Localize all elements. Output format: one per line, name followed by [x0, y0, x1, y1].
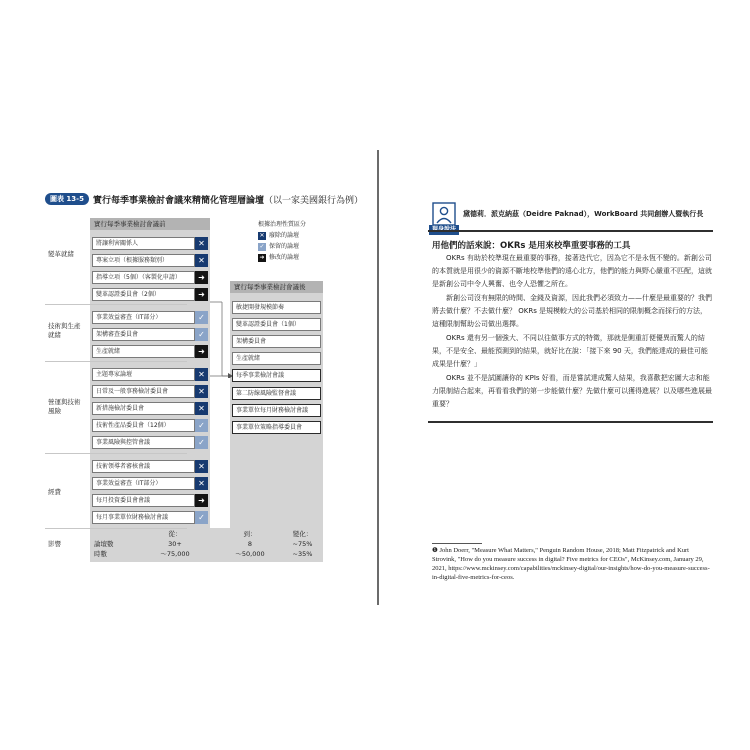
x-icon: ✕ [195, 460, 208, 473]
after-forum-item: 事業單位策略指導委員會 [232, 421, 321, 434]
x-icon: ✕ [195, 385, 208, 398]
after-forum-item: 每季事業檢討會議 [232, 369, 321, 382]
arrow-right-icon: ➜ [195, 271, 208, 284]
arrow-right-icon: ➜ [195, 494, 208, 507]
before-forum-item: 架構審查委員會 [92, 328, 195, 341]
before-forum-item: 技術領導者審核會議 [92, 460, 195, 473]
after-forum-item: 敏捷開發規模節奏 [232, 301, 321, 314]
x-icon: ✕ [195, 477, 208, 490]
arrow-right-icon: ➜ [195, 345, 208, 358]
category-divider [45, 304, 187, 305]
x-icon: ✕ [259, 231, 265, 239]
after-forum-item: 第二防線風險監督會議 [232, 387, 321, 400]
impact-label: 影響 [48, 540, 61, 548]
footnote-rule [432, 543, 482, 544]
figure-title: 實行每季事業檢討會議來精簡化管理層論壇（以一家美國銀行為例） [92, 195, 363, 206]
before-forum-item: 新措施檢討委員會 [92, 402, 195, 415]
legend [258, 219, 306, 263]
bottom-rule [428, 421, 713, 423]
category-divider [45, 361, 187, 362]
before-forum-item: 技術性產品委員會（12個） [92, 419, 195, 432]
check-icon: ✓ [195, 511, 208, 524]
before-header: 實行每季事業檢討會議前 [90, 218, 210, 230]
after-header: 實行每季事業檢討會議後 [230, 281, 323, 293]
impact-row-forums-from: 30+ [168, 540, 182, 548]
before-forum-item: 將讓利害關係人 [92, 237, 195, 250]
paragraph-3: OKRs 還有另一個強大、不同以往做事方式的特徵，那就是側重訂便優異而驚人的結果，不是安全、最能預測到的結果，就好比在說：「接下來 90 天，我們能達成的最佳可能成果是什麼？」 [432, 334, 708, 368]
before-forum-item: 日常及一般事務檢討委員會 [92, 385, 195, 398]
x-icon: ✕ [195, 402, 208, 415]
check-icon: ✓ [195, 328, 208, 341]
check-icon: ✓ [195, 419, 208, 432]
arrow-right-icon: ➜ [259, 253, 265, 261]
x-icon: ✕ [195, 368, 208, 381]
footnote: ❶ John Doerr, "Measure What Matters," Penguin Random House, 2018; Matt Fitzpatrick and Kurt Strovink, "How do you measure success in digital? Five metrics for CEOs", McKinsey.com, January 29, 2021, https://www.mckinsey.com/capabilities/mckinsey-digital/our-insights/how-do-you-measure-success-in-digital-five-metrics-for-ceos. [432, 547, 710, 581]
person-icon [432, 202, 456, 226]
x-icon: ✕ [195, 237, 208, 250]
paragraph-4: OKRs 並不是試圖讓你的 KPIs 好看，而是嘗試達成驚人結果，我喜歡把宏圖大志和能力限制結合起來，再看看我們的第一步能做什麼？先做什麼可以獲得進展？以及哪些進展最重要？ [432, 374, 712, 408]
legend-item-kept: ✓ 保留的論壇 [259, 242, 300, 250]
impact-col-change: 變化： [292, 530, 313, 538]
after-forum-item: 變革認證委員會（1個） [232, 318, 321, 331]
impact-row-hours-to: ～50,000 [235, 550, 265, 558]
category-change-readiness: 變革就緒 [48, 250, 74, 258]
before-forum-item: 事業風險與控管會議 [92, 436, 195, 449]
before-forum-item: 變革認證委員會（2個） [92, 288, 195, 301]
arrow-right-icon: ➜ [195, 288, 208, 301]
category-divider [45, 453, 187, 454]
before-forum-item: 每月事業單位財務檢討會議 [92, 511, 195, 524]
after-forum-item: 架構委員會 [232, 335, 321, 348]
impact-row-hours-from: ～75,000 [160, 550, 190, 558]
after-forum-item: 事業單位每月財務檢討會議 [232, 404, 321, 417]
legend-title: 根據治理性質區分 [258, 221, 307, 228]
impact-row-forums-name: 論壇數 [94, 540, 114, 548]
x-icon: ✕ [195, 254, 208, 267]
figure-heading [45, 192, 363, 206]
legend-item-deleted: ✕ 廢除的論壇 [259, 231, 300, 239]
legend-item-modified: ➜ 修改的論壇 [259, 253, 300, 261]
impact-row-forums-change: ~75% [292, 540, 313, 548]
figure-tag: 圖表 13-5 [45, 193, 89, 205]
before-forum-item: 生產就緒 [92, 345, 195, 358]
before-forum-item: 每月投資委員會會議 [92, 494, 195, 507]
before-forum-item: 指導立項（5個）（客製化申請） [92, 271, 195, 284]
after-forum-item: 生產就緒 [232, 352, 321, 365]
speaker-attribution: 黛德莉．派克納茲（Deidre Paknad），WorkBoard 共同創辦人暨執行長 [463, 210, 704, 218]
before-forum-item: 專案立項（根據服務類別） [92, 254, 195, 267]
impact-col-from: 從： [168, 530, 182, 538]
impact-col-to: 到： [243, 530, 257, 538]
paragraph-2: 新創公司沒有無限的時間、金錢及資源，因此我們必須致力——什麼是最重要的？我們將去做什麼？不去做什麼？ OKRs 是規模較大的公司基於相同的限制概念而採行的方法，這種限制幫助公司做出選擇。 [432, 294, 712, 328]
before-forum-item: 主題專家論壇 [92, 368, 195, 381]
impact-row-hours-change: ~35% [292, 550, 313, 558]
check-icon: ✓ [259, 242, 265, 250]
category-ops-tech-risk: 營運與技術 風險 [48, 398, 81, 415]
article-title: 用他們的話來說：OKRs 是用來校準重要事務的工具 [432, 241, 631, 251]
before-forum-item: 事業效益審查（IT部分） [92, 477, 195, 490]
top-rule [428, 230, 713, 232]
category-tech-production: 技術與生產 就緒 [48, 322, 81, 339]
impact-row-hours-name: 時數 [94, 550, 107, 558]
impact-row-forums-to: 8 [247, 540, 253, 548]
paragraph-1: OKRs 有助於校準現在最重要的事務，接著迭代它，因為它不是永恆不變的。新創公司的本質就是用很少的資源不斷地校準他們的遠心北方，他們的能力與野心嚴重不匹配，這就是新創公司中令人興奮、也令人恐懼之所在。 [432, 254, 712, 288]
check-icon: ✓ [195, 436, 208, 449]
before-forum-item: 事業效益審查（IT部分） [92, 311, 195, 324]
check-icon: ✓ [195, 311, 208, 324]
category-funding: 經費 [48, 488, 61, 496]
book-spine [377, 150, 379, 605]
